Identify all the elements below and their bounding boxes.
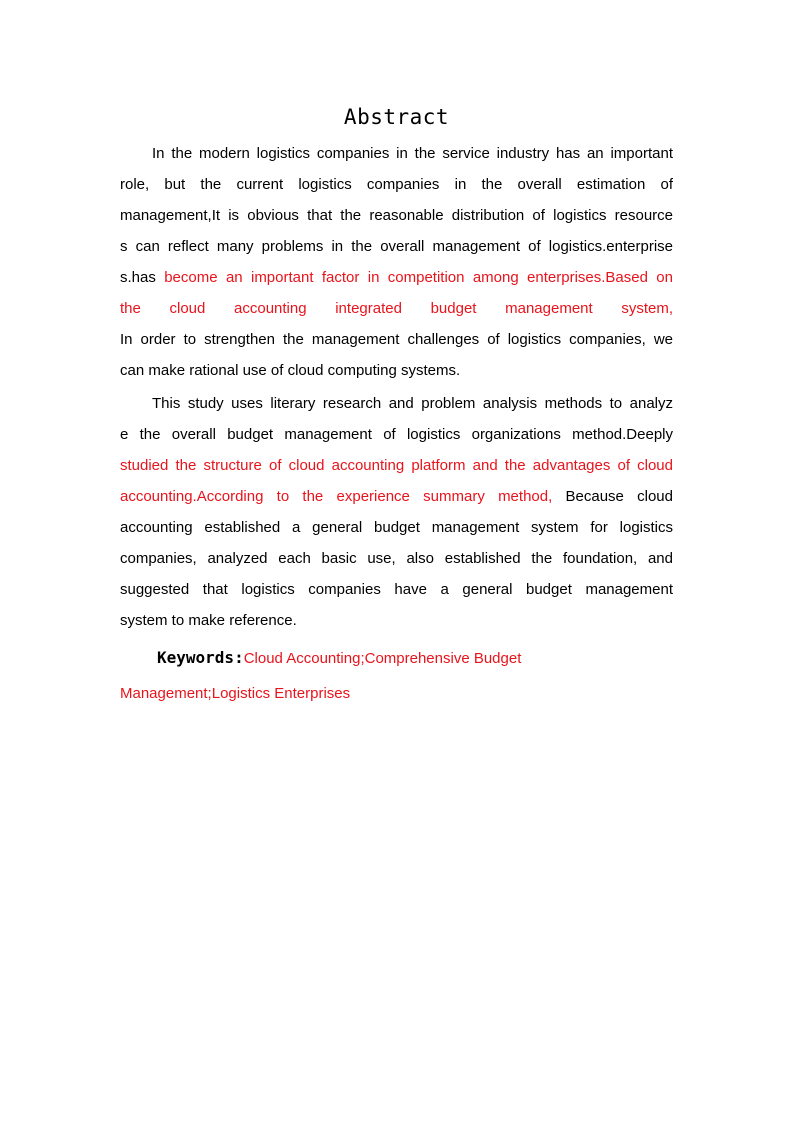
para1-line-5-black: s.has xyxy=(120,269,165,286)
keywords-label: Keywords: xyxy=(157,648,244,667)
para2-line-2: e the overall budget management of logistics organizations method.Deeply xyxy=(120,426,673,443)
para2-line-1: This study uses literary research and problem analysis methods to analyz xyxy=(152,395,673,412)
para1-line-6-highlight: the cloud accounting integrated budget management system, xyxy=(120,300,673,317)
para1-line-7: In order to strengthen the management challenges of logistics companies, we xyxy=(120,331,673,348)
para1-line-3: management,It is obvious that the reasonable distribution of logistics resource xyxy=(120,207,673,224)
para1-line-5-highlight: become an important factor in competition among enterprises.Based on xyxy=(164,269,673,286)
para2-line-6: companies, analyzed each basic use, also established the foundation, and xyxy=(120,550,673,567)
keywords-value-2: Management;Logistics Enterprises xyxy=(120,685,351,702)
para2-line-4 xyxy=(120,481,673,512)
abstract-title: Abstract xyxy=(343,105,450,129)
para2-line-4-black: Because cloud xyxy=(565,488,673,505)
para1-line-1: In the modern logistics companies in the service industry has an important xyxy=(152,145,673,162)
para1-line-5 xyxy=(120,262,673,293)
keywords-value-1: Cloud Accounting;Comprehensive Budget xyxy=(243,650,522,667)
para2-line-7: suggested that logistics companies have a general budget management xyxy=(120,581,673,598)
para2-line-4-highlight: accounting.According to the experience summary method, xyxy=(120,488,566,505)
para2-line-5: accounting established a general budget management system for logistics xyxy=(120,519,673,536)
para2-line-8: system to make reference. xyxy=(120,612,297,629)
para1-line-8: can make rational use of cloud computing systems. xyxy=(120,362,461,379)
keywords-line-1 xyxy=(157,640,673,676)
para1-line-2: role, but the current logistics companies in the overall estimation of xyxy=(120,176,673,193)
para2-line-3-highlight: studied the structure of cloud accounting platform and the advantages of cloud xyxy=(120,457,673,474)
para1-line-4: s can reflect many problems in the overall management of logistics.enterprise xyxy=(120,238,673,255)
